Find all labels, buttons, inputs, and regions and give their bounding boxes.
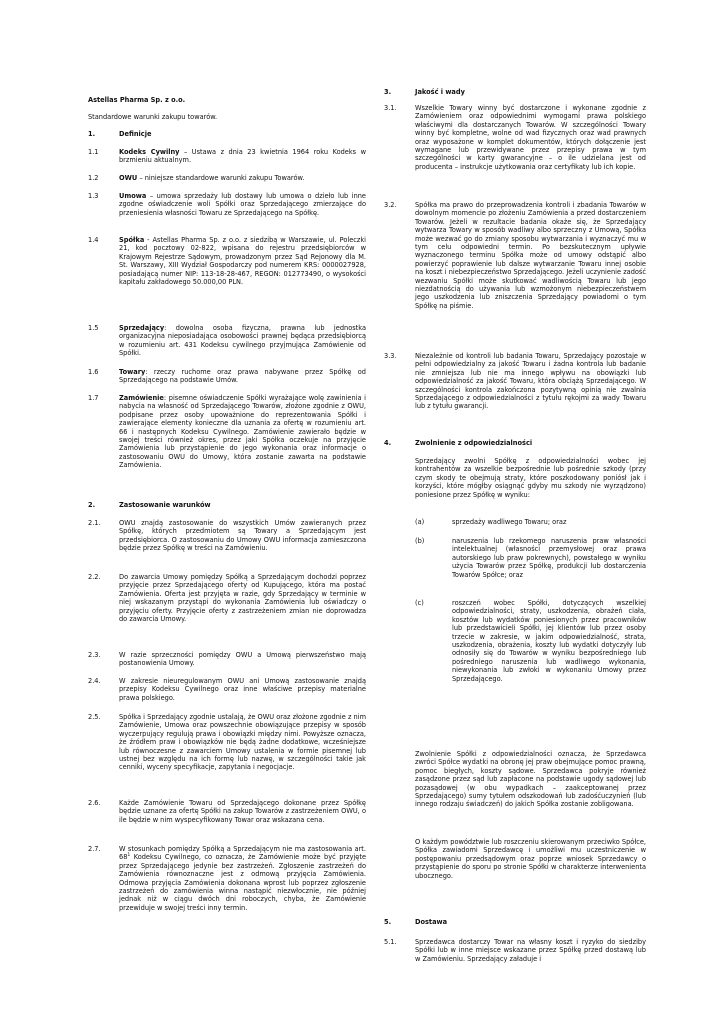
paragraph: Zwolnienie Spółki z odpowiedzialności oznacza, że Sprzedawca zwróci Spółce wydatki na obronę jej praw obejmujące pomoc prawną, pomoc biegłych, koszty sądowe. Sprzedawca pokryje również zasądzone przez sąd lub zapłacone na podstawie ugody sądowej lub pozasądowej (w obu wypadkach – zaakceptowanej przez Sprzedającego) sumy tytułem odszkodowań lub zadośćuczynień (lub innego rodzaju świadczeń) do jakich Spółka zostanie zobligowana. xyxy=(415,750,646,809)
clause-text: Do zawarcia Umowy pomiędzy Spółką a Sprzedającym dochodzi poprzez przyjęcie przez Sprzedającego oferty od Kupującego, która ma postać Zamówienia. Oferta jest przyjęta w razie, gdy Sprzedający w terminie w niej wskazanym przystąpi do wykonania Zamówienia lub oświadczy o przyjęciu oferty. Przyjęcie oferty z zastrzeżeniem zmian nie doprowadza do zawarcia Umowy. xyxy=(119,573,366,624)
section-title: Dostawa xyxy=(415,918,448,926)
subclause-text: sprzedaży wadliwego Towaru; oraz xyxy=(452,518,567,526)
clause-number: 2.4. xyxy=(88,677,101,685)
clause-text: Sprzedawca dostarczy Towar na własny koszt i ryzyko do siedziby Spółki lub w inne miejsce wskazane przez Spółkę przed dostawą lub w Zamówieniu. Sprzedający załaduje i xyxy=(415,938,646,963)
clause-text: W zakresie nieuregulowanym OWU ani Umową zastosowanie znajdą przepisy Kodeksu Cywilnego oraz inne właściwe przepisy materialne prawa polskiego. xyxy=(119,677,366,702)
section-title: Definicje xyxy=(119,130,152,138)
section-number: 1. xyxy=(88,130,96,138)
clause-text: Spółka ma prawo do przeprowadzenia kontroli i zbadania Towarów w dowolnym momencie po złożeniu Zamówienia a przed dostarczeniem Towarów. Jeżeli w rezultacie badania okaże się, że Sprzedający wytwarza Towary w sposób wadliwy albo sprzeczny z Umową, Spółka może wezwać go do zmiany sposobu wytwarzania i wyznaczyć mu w tym celu odpowiedni termin. Po bezskutecznym upływie wyznaczonego terminu Spółka może od umowy odstąpić albo powierzyć poprawienie lub dalsze wytwarzanie Towaru innej osobie na koszt i niebezpieczeństwo Sprzedającego. Jeżeli uczynienie zadość wezwaniu Spółki może skutkować wadliwością Towaru lub jego niezdatnością do używania lub wzmożonym niebezpieczeństwem jego uszkodzenia lub zniszczenia Sprzedający powiadomi o tym Spółkę na piśmie. xyxy=(415,201,646,310)
clause-number: 3.3. xyxy=(384,352,397,360)
section-number: 2. xyxy=(88,501,96,509)
superscript: 1 xyxy=(127,853,131,859)
clause-number: 1.5 xyxy=(88,324,99,332)
subclause-letter: (a) xyxy=(415,518,425,526)
defined-term: Spółka xyxy=(119,236,145,244)
clause-text xyxy=(119,368,366,385)
clause-text xyxy=(119,394,366,470)
company-name: Astellas Pharma Sp. z o.o. xyxy=(88,96,186,104)
clause-text xyxy=(119,148,366,165)
definition-text: : rzeczy ruchome oraz prawa nabywane przez Spółkę od Sprzedającego na podstawie Umów. xyxy=(119,368,366,385)
section-number: 4. xyxy=(384,439,392,447)
subclause-letter: (c) xyxy=(415,599,424,607)
section-title: Zastosowanie warunków xyxy=(119,501,211,509)
section-number: 5. xyxy=(384,918,392,926)
defined-term: Towary xyxy=(119,368,146,376)
clause-number: 2.6. xyxy=(88,799,101,807)
definition-text: – niniejsze standardowe warunki zakupu Towarów. xyxy=(137,174,305,182)
clause-number: 3.2. xyxy=(384,201,397,209)
clause-text: W razie sprzeczności pomiędzy OWU a Umową pierwszeństwo mają postanowienia Umowy. xyxy=(119,651,366,668)
clause-number: 1.4 xyxy=(88,236,99,244)
definition-text: - Astellas Pharma Sp. z o.o. z siedzibą w Warszawie, ul. Poleczki 21, kod pocztowy 02-822, wpisana do rejestru przedsiębiorców w Krajowym Rejestrze Sądowym, prowadzonym przez Sąd Rejonowy dla M. St. Warszawy, XIII Wydział Gospodarczy pod numerem KRS: 0000027928, posiadającą numer NIP: 113-18-28-467, REGON: 012773490, o wysokości kapitału zakładowego 50.000,00 PLN. xyxy=(119,236,366,287)
clause-text: W stosunkach pomiędzy Spółką a Sprzedającym nie ma zastosowania art. $68^1$ Kodeksu Cywilnego, co oznacza, że Zamówienie może być przyjęte przez Sprzedającego jedynie bez zastrzeżeń. Zgłoszenie zastrzeżeń do Zamówienia równoznaczne jest z odmową przyjęcia Zamówienia. Odmowa przyjęcia Zamówienia dokonana wprost lub poprzez zgłoszenie zastrzeżeń do zamówienia winna nastąpić niezwłocznie, nie później jednak niż w ciągu dwóch dni roboczych, chyba, że Zamówienie przewiduje w swojej treści inny termin. xyxy=(119,845,366,912)
clause-text: Spółka i Sprzedający zgodnie ustalają, że OWU oraz złożone zgodnie z nim Zamówienie, Umowa oraz powszechnie obowiązujące przepisy w sposób wyczerpujący regulują prawa i obowiązki między nimi. Powyższe oznacza, że źródłem praw i obowiązków nie będą żadne dodatkowe, wcześniejsze lub równoczesne z zawarciem Umowy ustalenia w formie pisemnej lub ustnej bez względu na ich formę lub nazwę, w szczególności takie jak cenniki, wyceny specyfikacje, zapytania i negocjacje. xyxy=(119,713,366,772)
definition-text: – Ustawa z dnia 23 kwietnia 1964 roku Kodeks w brzmieniu aktualnym. xyxy=(119,148,366,165)
definition-text: – umowa sprzedaży lub dostawy lub umowa o dzieło lub inne zgodne oświadczenie woli Spółki oraz Sprzedającego zmierzające do przeniesienia własności Towaru ze Sprzedającego na Spółkę. xyxy=(119,192,366,217)
section-title: Jakość i wady xyxy=(415,88,465,96)
paragraph: O każdym powództwie lub roszczeniu skierowanym przeciwko Spółce, Spółka zawiadomi Sprzedawcę i umożliwi mu uczestniczenie w postępowaniu przedsądowym oraz poprze wniosek Sprzedawcy o przystąpienie do sporu po stronie Spółki w charakterze interwenienta ubocznego. xyxy=(415,838,646,880)
clause-text: Wszelkie Towary winny być dostarczone i wykonane zgodnie z Zamówieniem oraz odpowiednimi wymogami prawa polskiego właściwymi dla dostarczanych Towarów. W szczególności Towary winny być kompletne, wolne od wad fizycznych oraz wad prawnych oraz wyposażone w komplet dokumentów, których dołączenie jest wymagane lub przewidywane przez przepisy prawa w tym szczególności w karty gwarancyjne – o ile udzielana jest od producenta – instrukcje użytkowania oraz certyfikaty lub ich kopie. xyxy=(415,104,646,171)
clause-text: Każde Zamówienie Towaru od Sprzedającego dokonane przez Spółkę będzie uznane za ofertę Spółki na zakup Towarów z zastrzeżeniem OWU, o ile będzie w nim wyspecyfikowany Towar oraz wskazana cena. xyxy=(119,799,366,824)
clause-number: 2.3. xyxy=(88,651,101,659)
subclause-text: roszczeń wobec Spółki, dotyczących wszelkiej odpowiedzialności, straty, uszkodzenia, obrażeń ciała, kosztów lub wydatków poniesionych przez pracowników lub przedstawicieli Spółki, jej klientów lub przez osoby trzecie w zakresie, w jakim odpowiedzialność, strata, uszkodzenia, obrażenia, koszty lub wydatki dotyczyły lub odnosiły się do Towarów w wyniku bezpośredniego lub pośredniego naruszenia lub wadliwego wykonania, niewykonania lub zwłoki w wykonaniu Umowy przez Sprzedającego. xyxy=(452,599,646,683)
clause-number: 1.3 xyxy=(88,192,99,200)
clause-number: 1.7 xyxy=(88,394,99,402)
clause-number: 2.5. xyxy=(88,713,101,721)
clause-text xyxy=(119,236,366,286)
paragraph: Sprzedający zwolni Spółkę z odpowiedzialności wobec jej kontrahentów za wszelkie bezpośrednie lub pośrednie szkody (przy czym skody te obejmują straty, które poszkodowany poniósł jak i korzyści, które mógłby osiągnąć gdyby mu szkody nie wyrządzono) poniesione przez Spółkę w wyniku: xyxy=(415,457,646,499)
document-subtitle: Standardowe warunki zakupu towarów. xyxy=(88,113,218,121)
clause-number: 2.2. xyxy=(88,573,101,581)
defined-term: Kodeks Cywilny xyxy=(119,148,180,156)
clause-text xyxy=(119,324,366,358)
clause-number: 1.6 xyxy=(88,368,99,376)
clause-number: 3.1. xyxy=(384,104,397,112)
defined-term: Zamówienie xyxy=(119,394,164,402)
clause-number: 1.1 xyxy=(88,148,99,156)
clause-number: 5.1. xyxy=(384,938,397,946)
defined-term: Umowa xyxy=(119,192,147,200)
clause-text: Niezależnie od kontroli lub badania Towaru, Sprzedający pozostaje w pełni odpowiedzialny za jakość Towaru i żadna kontrola lub badanie nie zmniejsza lub nie ma innego wpływu na obowiązki lub odpowiedzialność za jakość Towaru, która obciążą Sprzedającego. W szczególności kontrola zakończona pozytywną opinią nie zwalnia Sprzedającego z odpowiedzialności z tytułu rękojmi za wady Towaru lub z tytułu gwarancji. xyxy=(415,352,646,411)
defined-term: Sprzedający xyxy=(119,324,165,332)
definition-text: : pisemne oświadczenie Spółki wyrażające wolę zawinienia i nabycia na własność od Sprzedającego Towarów, złożone zgodnie z OWU, podpisane przez osoby upoważnione do reprezentowania Spółki i zawierające elementy konieczne dla uznania za ofertę w rozumieniu art. 66 i następnych Kodeksu Cywilnego. Zamówienie zawierało będzie w swojej treści również okres, przez jaki Spółka oczekuje na przyjęcie Zamówienia lub przystąpienie do jego wykonania oraz informacje o zastosowaniu OWU do Umowy, która zostanie zawarta na podstawie Zamówienia. xyxy=(119,394,366,470)
clause-number: 2.7. xyxy=(88,845,101,853)
section-title: Zwolnienie z odpowiedzialności xyxy=(415,439,533,447)
clause-number: 1.2 xyxy=(88,174,99,182)
section-number: 3. xyxy=(384,88,392,96)
clause-text xyxy=(119,192,366,217)
clause-text: OWU znajdą zastosowanie do wszystkich Umów zawieranych przez Spółkę, których przedmiotem są Towary a Sprzedającym jest przedsiębiorca. O zastosowaniu do Umowy OWU informacja zamieszczona będzie przez Spółkę w treści na Zamówieniu. xyxy=(119,519,366,553)
clause-text xyxy=(119,174,366,182)
subclause-text: naruszenia lub rzekomego naruszenia praw własności intelektualnej (własności przemysłowej oraz prawa autorskiego lub praw pokrewnych), powstałego w wyniku użycia Towarów przez Spółkę, produkcji lub dostarczenia Towarów Spółce; oraz xyxy=(452,537,646,579)
clause-number: 2.1. xyxy=(88,519,101,527)
defined-term: OWU xyxy=(119,174,138,182)
definition-text: : dowolna osoba fizyczna, prawna lub jednostka organizacyjna nieposiadająca osobowości prawnej będąca przedsiębiorcą w rozumieniu art. 431 Kodeksu cywilnego przyjmująca Zamówienie od Spółki. xyxy=(119,324,366,358)
subclause-letter: (b) xyxy=(415,537,425,545)
